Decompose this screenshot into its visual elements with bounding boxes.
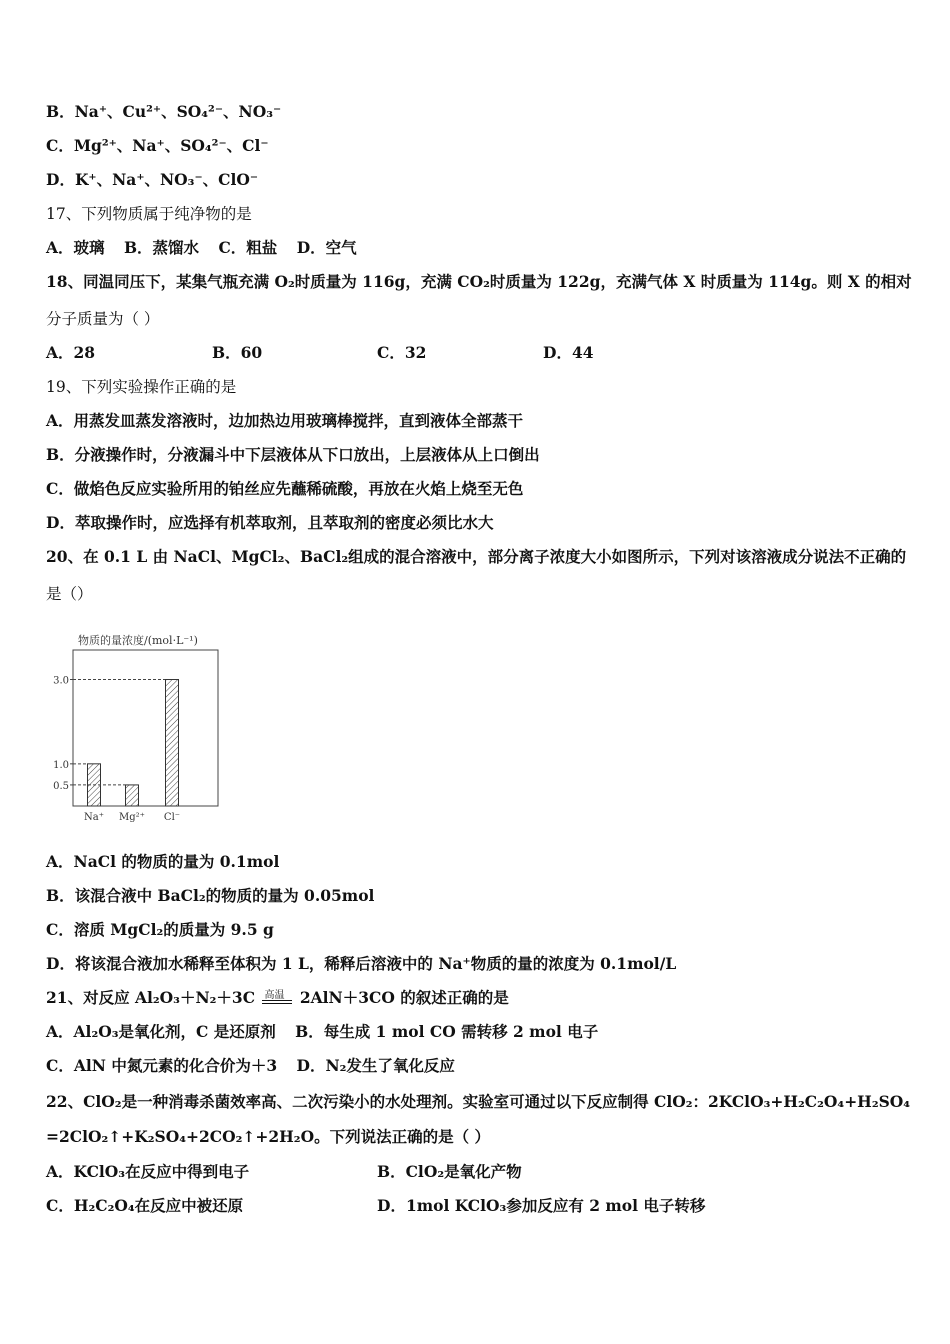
- chart-tick-label: 0.5: [53, 780, 69, 792]
- q20-stem-line2: 是（）: [46, 585, 93, 603]
- q19-option-b: B．分液操作时，分液漏斗中下层液体从下口放出，上层液体从上口倒出: [46, 445, 540, 464]
- q17-option-b: B．蒸馏水: [123, 238, 200, 257]
- q19-option-a: A．用蒸发皿蒸发溶液时，边加热边用玻璃棒搅拌，直到液体全部蒸干: [46, 411, 524, 430]
- q18-option-a: A．28: [46, 343, 96, 362]
- q17-stem: 17、下列物质属于纯净物的是: [46, 205, 252, 223]
- chart-bars: [73, 680, 179, 806]
- q18-option-c: C．32: [377, 343, 427, 362]
- q21-stem: [46, 988, 509, 1008]
- chart-category-label: Mg²⁺: [119, 812, 145, 823]
- q17-option-c: C．粗盐: [218, 238, 278, 257]
- q17-options: [46, 238, 357, 258]
- chart-ylabel: 物质的量浓度/(mol·L⁻¹): [78, 634, 198, 647]
- q22-option-d: D．1mol KClO₃参加反应有 2 mol 电子转移: [377, 1196, 706, 1215]
- equals-line-bottom: [262, 1003, 292, 1004]
- q16-option-c: C．Mg²⁺、Na⁺、SO₄²⁻、Cl⁻: [46, 136, 269, 155]
- q16-option-d: D．K⁺、Na⁺、NO₃⁻、ClO⁻: [46, 170, 259, 189]
- q18-stem-line1: 18、同温同压下，某集气瓶充满 O₂时质量为 116g，充满 CO₂时质量为 122g，充满气体 X 时质量为 114g。则 X 的相对: [46, 272, 912, 291]
- q21-stem-prefix: 21、对反应 Al₂O₃＋N₂＋3C: [46, 988, 256, 1007]
- q22-option-c: C．H₂C₂O₄在反应中被还原: [46, 1196, 244, 1215]
- q20-stem-line1: 20、在 0.1 L 由 NaCl、MgCl₂、BaCl₂组成的混合溶液中，部分离子浓度大小如图所示，下列对该溶液成分说法不正确的: [46, 547, 907, 566]
- q17-option-a: A．玻璃: [46, 238, 105, 257]
- chart-bar: [166, 680, 179, 806]
- chart-tick-label: 1.0: [53, 759, 69, 771]
- ion-concentration-chart: [46, 630, 236, 830]
- q22-option-a: A．KClO₃在反应中得到电子: [46, 1162, 250, 1181]
- reaction-condition-label: 高温: [264, 990, 285, 1001]
- chart-bar: [126, 785, 139, 806]
- q19-stem: 19、下列实验操作正确的是: [46, 378, 237, 396]
- q21-option-d: D．N₂发生了氧化反应: [296, 1056, 455, 1075]
- q22-stem-line2: =2ClO₂↑+K₂SO₄+2CO₂↑+2H₂O。下列说法正确的是（ ）: [46, 1127, 490, 1146]
- q21-option-a: A．Al₂O₃是氧化剂，C 是还原剂: [46, 1022, 276, 1041]
- q21-options-ab: [46, 1022, 598, 1042]
- q18-option-d: D．44: [543, 343, 594, 362]
- q21-stem-suffix: 2AlN＋3CO 的叙述正确的是: [299, 988, 509, 1007]
- q20-option-a: A．NaCl 的物质的量为 0.1mol: [46, 852, 280, 871]
- q18-stem-line2: 分子质量为（ ）: [46, 310, 160, 328]
- q18-option-b: B．60: [212, 343, 263, 362]
- q20-option-d: D．将该混合液加水稀释至体积为 1 L，稀释后溶液中的 Na⁺物质的量的浓度为 0.1mol/L: [46, 954, 677, 973]
- q22-stem-line1: 22、ClO₂是一种消毒杀菌效率高、二次污染小的水处理剂。实验室可通过以下反应制得 ClO₂：2KClO₃+H₂C₂O₄+H₂SO₄: [46, 1092, 911, 1111]
- q21-option-b: B．每生成 1 mol CO 需转移 2 mol 电子: [295, 1022, 599, 1041]
- q21-option-c: C．AlN 中氮元素的化合价为＋3: [46, 1056, 278, 1075]
- chart-category-label: Na⁺: [84, 812, 104, 823]
- q17-option-d: D．空气: [296, 238, 357, 257]
- q20-option-c: C．溶质 MgCl₂的质量为 9.5 g: [46, 920, 274, 939]
- chart-categories: [84, 812, 180, 823]
- q19-option-c: C．做焰色反应实验所用的铂丝应先蘸稀硫酸，再放在火焰上烧至无色: [46, 479, 524, 498]
- q22-option-b: B．ClO₂是氧化产物: [377, 1162, 522, 1181]
- chart-ticks: [53, 676, 73, 792]
- q16-option-b: B．Na⁺、Cu²⁺、SO₄²⁻、NO₃⁻: [46, 102, 282, 121]
- chart-category-label: Cl⁻: [163, 812, 181, 823]
- q21-options-cd: [46, 1056, 455, 1076]
- q19-option-d: D．萃取操作时，应选择有机萃取剂，且萃取剂的密度必须比水大: [46, 513, 494, 532]
- q20-option-b: B．该混合液中 BaCl₂的物质的量为 0.05mol: [46, 886, 375, 905]
- reaction-condition: [260, 988, 294, 1008]
- chart-tick-label: 3.0: [53, 675, 69, 687]
- equals-line-top: [262, 1000, 292, 1001]
